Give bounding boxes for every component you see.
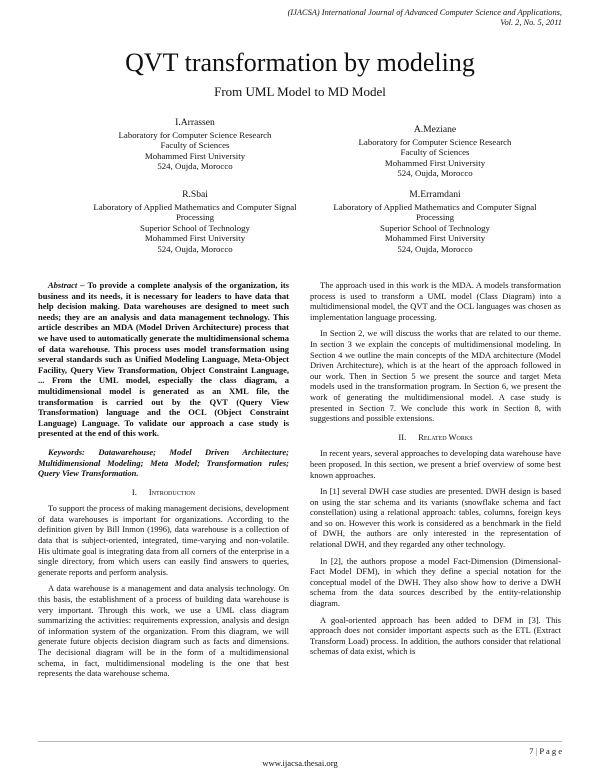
keywords-label: Keywords:: [48, 446, 85, 457]
author-name: A.Meziane: [413, 124, 457, 135]
author-affiliation: Laboratory for Computer Science Research: [118, 129, 272, 140]
left-column: [38, 280, 289, 685]
author-name: I.Arrassen: [175, 117, 215, 128]
page-number-value: 7: [529, 746, 534, 756]
journal-header: [142, 8, 562, 28]
author-affiliation: Superior School of Technology: [140, 222, 250, 233]
author-affiliation: Laboratory for Computer Science Research: [358, 136, 512, 147]
author-affiliation: Mohammed First University: [384, 233, 486, 244]
footer-url[interactable]: www.ijacsa.thesai.org: [262, 758, 338, 768]
author-block-4: [310, 190, 560, 255]
paragraph: To support the process of making management decisions, development of data warehouses is important for organizations. According to the definition given by Bill Inmon (1996), data warehouse is a collection of data that is subject-oriented, integrated, time-varying and non-volatile. His ultimate goal is integrating data from all corners of the enterprise in a single directory, from which users can easily find answers to queries, generate reports and perform analysis.: [38, 503, 289, 577]
author-affiliation: Laboratory of Applied Mathematics and Computer Signal: [333, 201, 537, 212]
author-affiliation: Mohammed First University: [144, 233, 246, 244]
abstract-label: Abstract –: [48, 280, 85, 290]
paragraph: A data warehouse is a management and data analysis technology. On this basis, the establishment of a process of building data warehouse is very important. Through this work, we use a UML class diagram summarizing the activities: requirements expression, analysis and design of information system of the organization. From this diagram, we will generate future objects decision diagram such as facts and dimensions. The decisional diagram will be in the form of a multidimensional schema, in fact, multidimensional modeling is the one that best represents the data warehouse schema.: [38, 583, 289, 679]
paper-title: QVT transformation by modeling: [125, 48, 475, 77]
paragraph: A goal-oriented approach has been added to DFM in [3]. This approach does not consider important aspects such as the ETL (Extract Transform Load) process. In addition, the authors consider that relational schemas of data exist, which is: [310, 614, 561, 657]
author-affiliation: Processing: [415, 212, 455, 223]
paragraph: The approach used in this work is the MDA. A models transformation process is used to transform a UML model (Class Diagram) into a multidimensional model, the QVT and the OCL languages was chosen as implementation language processing.: [310, 280, 561, 322]
page-number: [529, 746, 562, 756]
author-affiliation: Processing: [175, 212, 215, 223]
author-affiliation: 524, Oujda, Morocco: [397, 243, 473, 254]
section-title: Introduction: [148, 486, 196, 497]
paragraph: In Section 2, we will discuss the works that are related to our theme. In section 3 we explain the concepts of multidimensional modeling. In Section 4 we outline the main concepts of the MDA architecture (Model Driven Architecture), which is at the heart of the approach followed in our work. Then in Section 5 we present the source and target Meta models used in the transformation program. In Section 6, we present the work of generating the multidimensional model. A case study is presented in Section 7. We conclude this work in Section 8, with suggestions and possible extensions.: [310, 328, 561, 424]
section-title: Related Works: [418, 431, 473, 442]
author-affiliation: 524, Oujda, Morocco: [157, 161, 233, 172]
paragraph: In [1] several DWH case studies are presented. DWH design is based on using the star schema and its variants (snowflake schema and fact constellation) using a relational approach: tables, columns, foreign keys and so on. However this work is considered as a benchmark in the field of DWH, the authors are only interested in the representation of relational DWH, and they regarded any other technology.: [310, 486, 561, 550]
page-word: P a g e: [539, 746, 562, 756]
section-heading-related-works: [310, 432, 561, 443]
author-affiliation: Superior School of Technology: [380, 222, 490, 233]
keywords: [38, 447, 289, 479]
paper-subtitle: From UML Model to MD Model: [214, 84, 386, 99]
author-affiliation: Faculty of Sciences: [400, 147, 470, 158]
journal-name: (IJACSA) International Journal of Advanced Computer Science and Applications,: [287, 8, 562, 17]
journal-volume: Vol. 2, No. 5, 2011: [500, 18, 562, 27]
paragraph: In [2], the authors propose a model Fact-Dimension (Dimensional-Fact Model DFM), in which they define a special notation for the conceptual model of the DWH. They also show how to derive a DWH schema from the data sources described by the entity-relationship diagram.: [310, 555, 561, 609]
author-name: R.Sbai: [182, 189, 208, 200]
author-block-1: [70, 118, 320, 172]
section-number: I.: [131, 486, 137, 497]
author-affiliation: Faculty of Sciences: [160, 140, 230, 151]
author-block-2: [310, 125, 560, 179]
author-affiliation: Mohammed First University: [144, 150, 246, 161]
author-affiliation: 524, Oujda, Morocco: [397, 168, 473, 179]
author-affiliation: Mohammed First University: [384, 157, 486, 168]
abstract: [38, 280, 289, 439]
footer-divider: [38, 741, 562, 742]
author-affiliation: 524, Oujda, Morocco: [157, 243, 233, 254]
keywords-text: Datawarehouse; Model Driven Architecture; Multidimensional Modeling; Meta Model; Transformation rules; Query View Transformation.: [38, 446, 290, 479]
abstract-text: To provide a complete analysis of the organization, its business and its needs, it is necessary for leaders to have data that help decision making. Data warehouses are designed to meet such needs; they are an analysis and data management technology. This article describes an MDA (Model Driven Architecture) process that we have used to automatically generate the multidimensional schema of data warehouse. This process uses model transformation using several standards such as Unified Modeling Language, Meta-Object Facility, Query View Transformation, Object Constraint Language, ... From the UML model, especially the class diagram, a multidimensional model is generated as an XML file, the transformation is carried out by the QVT (Query View Transformation) language and the OCL (Object Constraint Language) Language. To validate our approach a case study is presented at the end of this work.: [38, 280, 289, 439]
author-block-3: [70, 190, 320, 255]
section-heading-introduction: [38, 487, 289, 498]
paragraph: In recent years, several approaches to developing data warehouse have been proposed. In this section, we present a brief overview of some best known approaches.: [310, 448, 561, 480]
page-separator: |: [533, 746, 540, 756]
section-number: II.: [398, 431, 407, 442]
author-name: M.Erramdani: [409, 189, 461, 200]
right-column: [310, 280, 561, 663]
author-affiliation: Laboratory of Applied Mathematics and Computer Signal: [93, 201, 297, 212]
